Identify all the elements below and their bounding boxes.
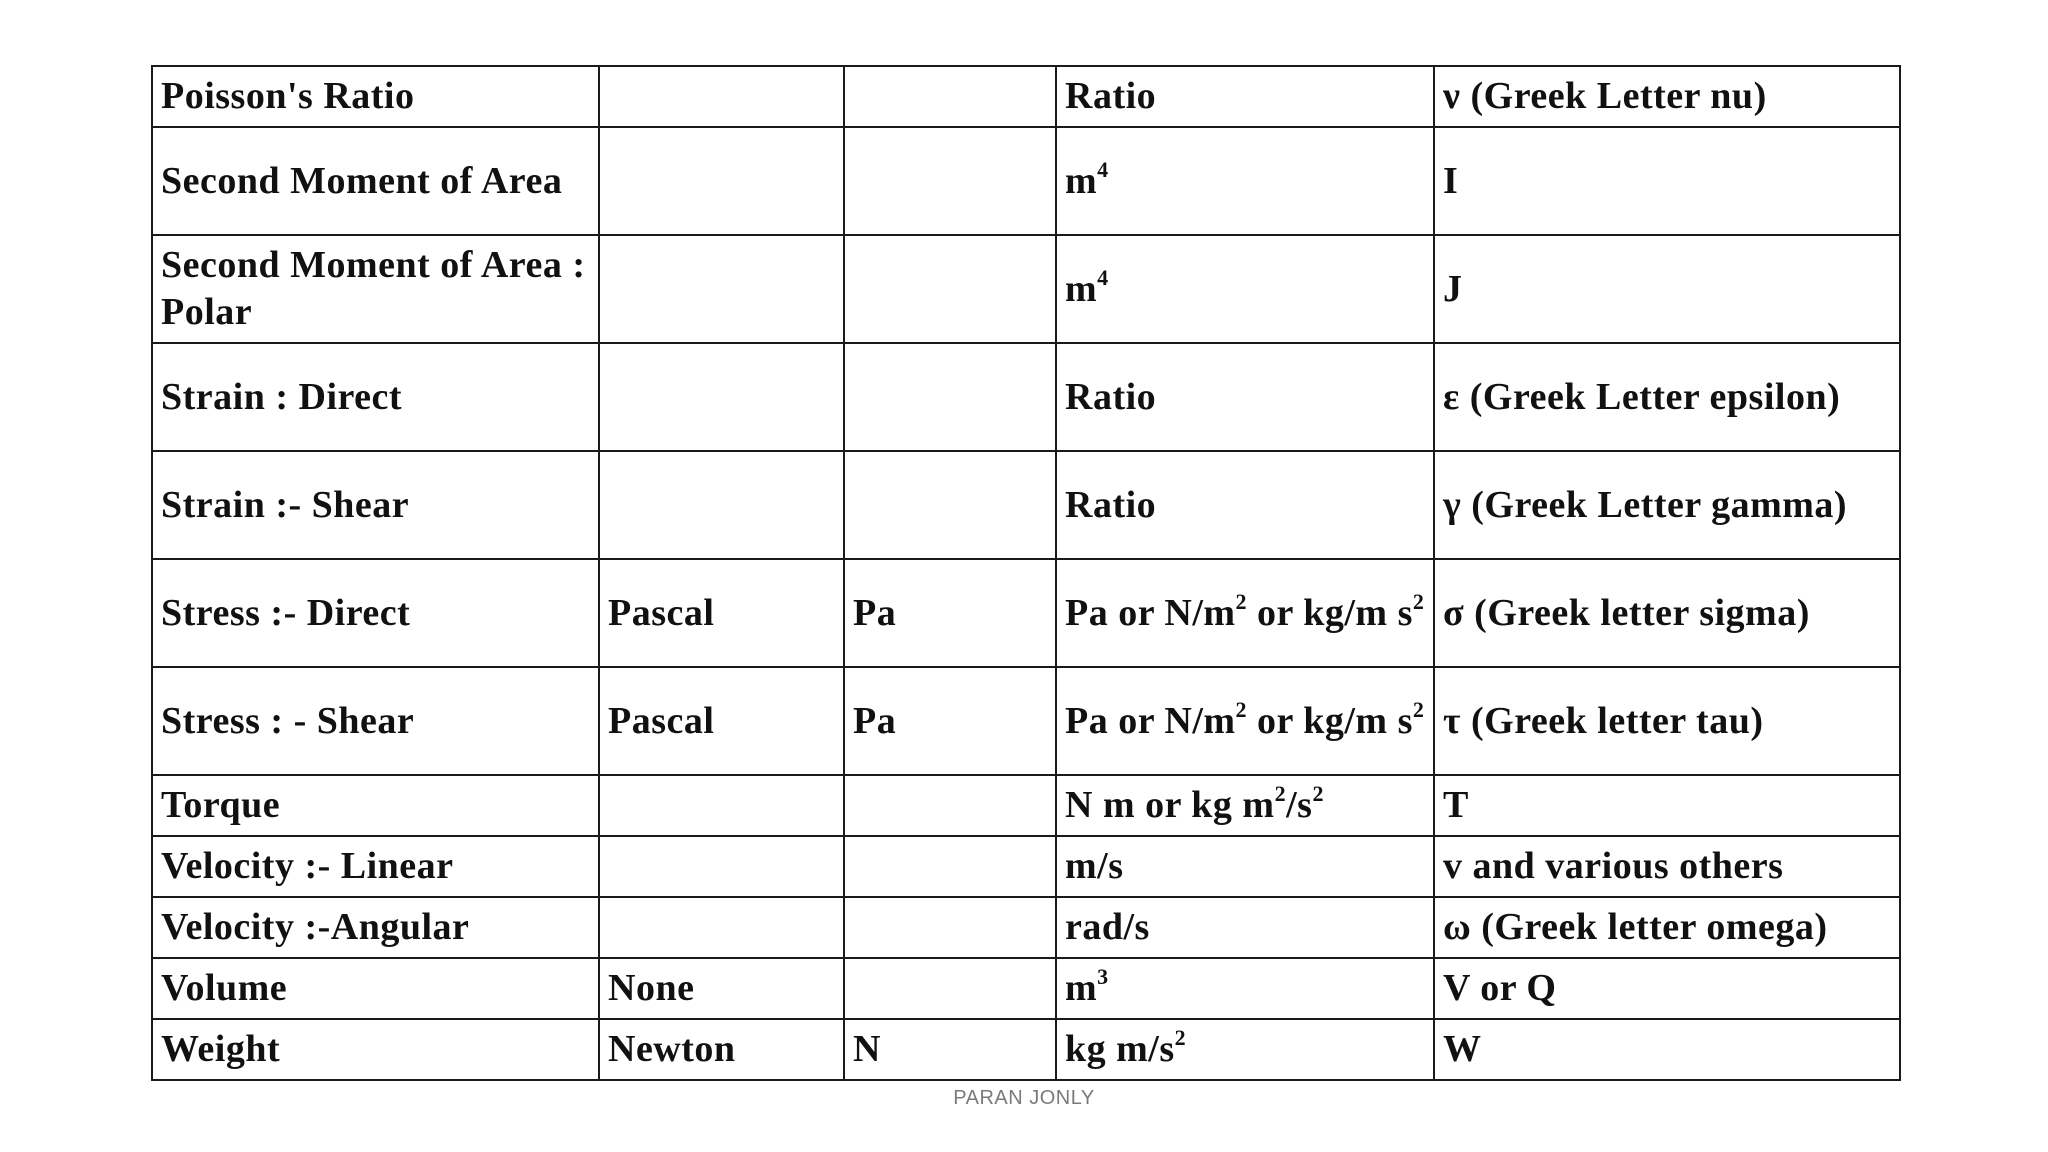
cell-symbol: I bbox=[1434, 127, 1900, 235]
table-row bbox=[152, 451, 1900, 559]
cell-quantity: Second Moment of Area bbox=[152, 127, 599, 235]
cell-text-part: m bbox=[1065, 159, 1098, 202]
cell-unit-symbol bbox=[844, 451, 1056, 559]
cell-quantity: Poisson's Ratio bbox=[152, 66, 599, 127]
table-row bbox=[152, 235, 1900, 343]
cell-unit-name: Pascal bbox=[599, 667, 844, 775]
table-row bbox=[152, 343, 1900, 451]
cell-symbol: V or Q bbox=[1434, 958, 1900, 1019]
cell-text-part: m bbox=[1065, 267, 1098, 310]
cell-unit-name: None bbox=[599, 958, 844, 1019]
cell-unit-symbol bbox=[844, 343, 1056, 451]
cell-si-units bbox=[1056, 235, 1434, 343]
cell-unit-name bbox=[599, 127, 844, 235]
table-row bbox=[152, 559, 1900, 667]
cell-unit-name bbox=[599, 343, 844, 451]
cell-quantity: Strain :- Shear bbox=[152, 451, 599, 559]
superscript: 2 bbox=[1235, 588, 1248, 614]
superscript: 2 bbox=[1412, 696, 1425, 722]
cell-quantity: Stress :- Direct bbox=[152, 559, 599, 667]
cell-si-units bbox=[1056, 958, 1434, 1019]
cell-si-units: Ratio bbox=[1056, 343, 1434, 451]
superscript: 2 bbox=[1174, 1025, 1187, 1050]
cell-symbol: ν (Greek Letter nu) bbox=[1434, 66, 1900, 127]
cell-unit-symbol bbox=[844, 127, 1056, 235]
table-row bbox=[152, 775, 1900, 836]
units-table bbox=[151, 65, 1901, 1081]
cell-text-part: or kg/m s bbox=[1247, 699, 1413, 742]
cell-unit-symbol bbox=[844, 66, 1056, 127]
superscript: 2 bbox=[1312, 781, 1324, 806]
cell-unit-name bbox=[599, 897, 844, 958]
cell-unit-symbol: Pa bbox=[844, 559, 1056, 667]
cell-text-part: m bbox=[1065, 967, 1098, 1009]
cell-symbol: τ (Greek letter tau) bbox=[1434, 667, 1900, 775]
cell-symbol: ε (Greek Letter epsilon) bbox=[1434, 343, 1900, 451]
cell-si-units: m/s bbox=[1056, 836, 1434, 897]
cell-si-units: rad/s bbox=[1056, 897, 1434, 958]
cell-quantity: Stress : - Shear bbox=[152, 667, 599, 775]
table-row bbox=[152, 66, 1900, 127]
cell-quantity: Second Moment of Area : Polar bbox=[152, 235, 599, 343]
cell-quantity: Velocity :- Linear bbox=[152, 836, 599, 897]
cell-symbol: T bbox=[1434, 775, 1900, 836]
cell-text-part: or kg/m s bbox=[1247, 591, 1413, 634]
cell-unit-symbol: Pa bbox=[844, 667, 1056, 775]
superscript: 4 bbox=[1097, 156, 1109, 182]
table-row bbox=[152, 667, 1900, 775]
cell-unit-name: Newton bbox=[599, 1019, 844, 1080]
cell-si-units bbox=[1056, 127, 1434, 235]
cell-unit-name bbox=[599, 66, 844, 127]
cell-symbol: ω (Greek letter omega) bbox=[1434, 897, 1900, 958]
superscript: 2 bbox=[1412, 588, 1425, 614]
cell-quantity: Weight bbox=[152, 1019, 599, 1080]
cell-unit-symbol bbox=[844, 235, 1056, 343]
cell-si-units: Ratio bbox=[1056, 451, 1434, 559]
cell-si-units bbox=[1056, 559, 1434, 667]
cell-unit-symbol bbox=[844, 958, 1056, 1019]
cell-unit-name bbox=[599, 451, 844, 559]
cell-text-part: kg m/s bbox=[1065, 1028, 1175, 1070]
cell-symbol: v and various others bbox=[1434, 836, 1900, 897]
table-row bbox=[152, 836, 1900, 897]
cell-text-part: Pa or N/m bbox=[1065, 699, 1236, 742]
cell-unit-symbol: N bbox=[844, 1019, 1056, 1080]
cell-unit-name: Pascal bbox=[599, 559, 844, 667]
cell-unit-name bbox=[599, 235, 844, 343]
superscript: 3 bbox=[1097, 964, 1109, 989]
cell-text-part: /s bbox=[1286, 784, 1313, 826]
cell-unit-symbol bbox=[844, 897, 1056, 958]
cell-si-units bbox=[1056, 1019, 1434, 1080]
cell-text-part: N m or kg m bbox=[1065, 784, 1275, 826]
table-row bbox=[152, 958, 1900, 1019]
cell-quantity: Torque bbox=[152, 775, 599, 836]
cell-unit-name bbox=[599, 836, 844, 897]
cell-symbol: J bbox=[1434, 235, 1900, 343]
cell-quantity: Strain : Direct bbox=[152, 343, 599, 451]
cell-si-units: Ratio bbox=[1056, 66, 1434, 127]
superscript: 2 bbox=[1274, 781, 1287, 806]
cell-unit-symbol bbox=[844, 836, 1056, 897]
cell-text-part: Pa or N/m bbox=[1065, 591, 1236, 634]
superscript: 2 bbox=[1235, 696, 1248, 722]
cell-quantity: Volume bbox=[152, 958, 599, 1019]
superscript: 4 bbox=[1097, 264, 1109, 290]
cell-quantity: Velocity :-Angular bbox=[152, 897, 599, 958]
footer-author: PARAN JONLY bbox=[953, 1087, 1095, 1109]
cell-symbol: γ (Greek Letter gamma) bbox=[1434, 451, 1900, 559]
table-row bbox=[152, 897, 1900, 958]
cell-symbol: σ (Greek letter sigma) bbox=[1434, 559, 1900, 667]
table-row bbox=[152, 127, 1900, 235]
units-table-body bbox=[152, 66, 1900, 1080]
table-row bbox=[152, 1019, 1900, 1080]
cell-unit-name bbox=[599, 775, 844, 836]
cell-symbol: W bbox=[1434, 1019, 1900, 1080]
cell-si-units bbox=[1056, 775, 1434, 836]
cell-si-units bbox=[1056, 667, 1434, 775]
cell-unit-symbol bbox=[844, 775, 1056, 836]
